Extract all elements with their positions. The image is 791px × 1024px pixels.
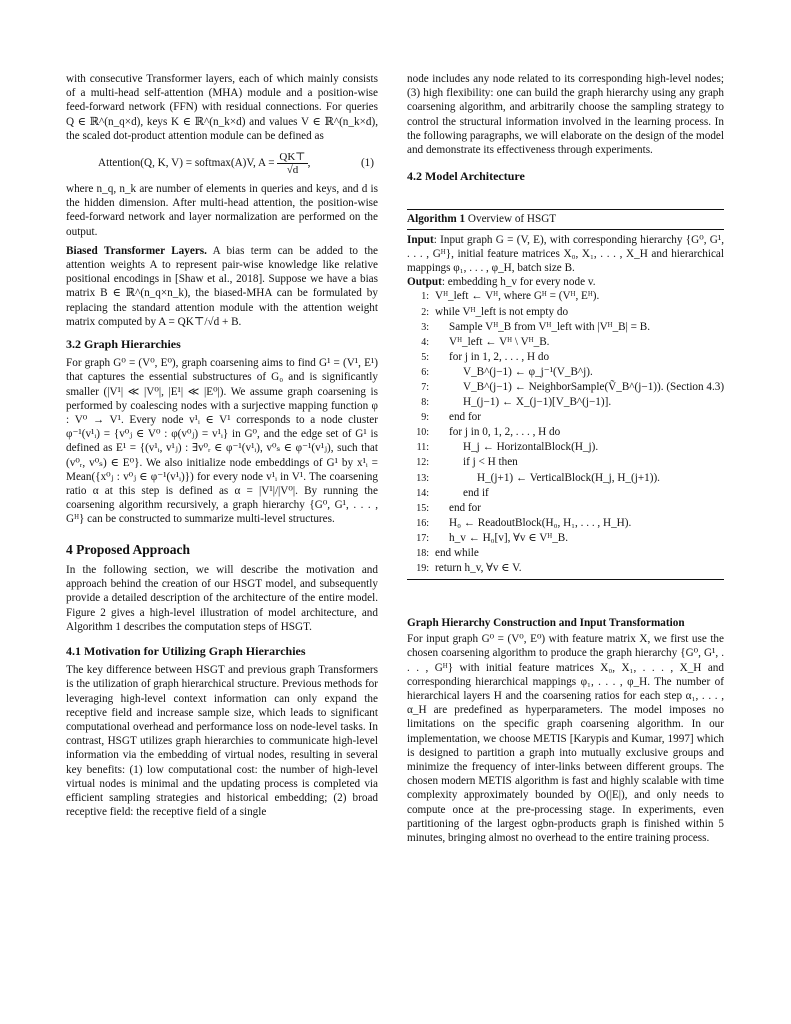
line-text: end if <box>463 486 489 499</box>
algorithm-output <box>407 275 724 289</box>
algorithm-output-text: : embedding h_v for every node v. <box>441 276 596 289</box>
line-number: 8: <box>421 397 429 409</box>
equation-1-denominator: √d <box>286 164 299 177</box>
algorithm-line <box>407 320 724 335</box>
biased-transformer-heading: Biased Transformer Layers. <box>66 244 207 257</box>
algorithm-line <box>407 440 724 455</box>
algorithm-line <box>407 365 724 380</box>
line-number: 11: <box>416 442 429 454</box>
line-number: 7: <box>421 382 429 393</box>
algorithm-input-text: : Input graph G = (V, E), with corresponding hierarchy {G⁰, G¹, . . . , Gᴴ}, initial feature matrices X₀, X₁, . . . , X_H and hierarchical mappings φ₁, . . . , φ_H, batch size B. <box>407 233 724 275</box>
algorithm-line <box>407 561 724 576</box>
line-text: H₀ ← ReadoutBlock(H₀, H₁, . . . , H_H). <box>449 516 632 529</box>
line-text: h_v ← H₀[v], ∀v ∈ Vᴴ_B. <box>449 531 569 544</box>
algorithm-line <box>407 546 724 561</box>
algorithm-line <box>407 335 724 350</box>
algorithm-line <box>407 289 724 304</box>
algorithm-input-label: Input <box>407 233 434 246</box>
line-number: 15: <box>416 502 429 514</box>
algorithm-1-label: Algorithm 1 <box>407 213 466 226</box>
line-number: 13: <box>416 472 429 484</box>
line-text: end for <box>449 501 481 514</box>
line-number: 10: <box>416 427 429 439</box>
line-number: 9: <box>421 412 429 424</box>
algorithm-line <box>407 380 724 395</box>
line-text: end while <box>435 547 479 560</box>
line-text: V_B^(j−1) ← NeighborSample(Ṽ_B^(j−1)). (Section 4.3) <box>463 381 725 393</box>
line-text: H_(j+1) ← VerticalBlock(H_j, H_(j+1)). <box>477 471 660 484</box>
line-text: while Vᴴ_left is not empty do <box>435 305 569 318</box>
line-number: 14: <box>416 487 429 499</box>
algorithm-line <box>407 425 724 440</box>
algorithm-1-title <box>407 210 724 229</box>
algorithm-1-caption: Overview of HSGT <box>467 213 557 226</box>
algorithm-line <box>407 395 724 410</box>
equation-1-number: (1) <box>360 157 374 170</box>
section-4-1-paragraph: The key difference between HSGT and previous graph Transformers is the utilization of graph hierarchical structure. Previous methods for leveraging high-level context information can only expand the receptive field and increase sample size, which leads to significant computational overhead and performance loss on node-level tasks. In contrast, HSGT utilizes graph hierarchies to communicate high-level information via the embedding of virtual nodes, resulting in several key benefits: (1) low computational cost: the number of high-level virtual nodes is minimal and the updating process is completed via efficient sampling strategies and historical embedding; (2) broad receptive field: the receptive field of a single <box>66 664 378 819</box>
equation-1-body: Attention(Q, K, V) = softmax(A)V, A = $\frac{QK⊤}{√d}$ , <box>98 151 311 177</box>
right-column <box>407 72 724 845</box>
equation-1-numerator: QK⊤ <box>279 151 306 164</box>
biased-transformer-paragraph <box>66 244 378 329</box>
line-text: Sample Vᴴ_B from Vᴴ_left with |Vᴴ_B| = B. <box>449 320 651 333</box>
right-top-paragraph: node includes any node related to its corresponding high-level nodes; (3) high flexibility: one can build the graph hierarchy using any graph coarsening algorithm, and arbitrarily choose the sampling strategy to control the structural information involved in the learning process. In the following paragraphs, we will elaborate on the design of the model and demonstrate its effectiveness through experiments. <box>407 73 724 157</box>
algorithm-line <box>407 455 724 470</box>
section-4-1-title: 4.1 Motivation for Utilizing Graph Hierarchies <box>66 643 306 658</box>
line-number: 3: <box>421 321 429 333</box>
line-number: 2: <box>421 306 429 318</box>
spacer <box>407 580 724 616</box>
line-text: for j in 1, 2, . . . , H do <box>449 350 550 363</box>
equation-1-lhs: Attention(Q, K, V) = softmax(A)V, A = <box>98 157 275 170</box>
algorithm-line <box>407 501 724 516</box>
algorithm-line <box>407 410 724 425</box>
after-equation-paragraph: where n_q, n_k are number of elements in queries and keys, and d is the hidden dimension. After multi-head attention, the position-wise feed-forward network and layer normalization are performed on the output. <box>66 183 378 238</box>
left-column <box>66 72 378 819</box>
algorithm-steps <box>407 289 724 576</box>
line-number: 12: <box>416 457 429 469</box>
equation-1-fraction <box>277 151 307 176</box>
section-3-2-paragraph: For graph G⁰ = (V⁰, E⁰), graph coarsening aims to find G¹ = (V¹, E¹) that captures the essential substructures of G₀ and is significantly smaller (|V¹| ≪ |V⁰|, |E¹| ≪ |E⁰|). We assume graph coarsening is performed by coalescing nodes with a surjective mapping function φ : V⁰ → V¹. Every node v¹ᵢ ∈ V¹ corresponds to a node cluster φ⁻¹(v¹ᵢ) = {v⁰ⱼ ∈ V⁰ : φ(v⁰ⱼ) = v¹ᵢ} in G⁰, and the edge set of G¹ is defined as E¹ = {(v¹ᵢ, v¹ⱼ) : ∃v⁰ᵣ ∈ φ⁻¹(v¹ᵢ), v⁰ₛ ∈ φ⁻¹(v¹ⱼ), such that (v⁰ᵣ, v⁰ₛ) ∈ E⁰}. We also initialize node embeddings of G¹ by x¹ᵢ = Mean({x⁰ⱼ : v⁰ⱼ ∈ φ⁻¹(v¹ᵢ)}) for every node v¹ᵢ in V¹. The coarsening ratio α at this step is defined as α = |V¹|/|V⁰|. By running the coarsening algorithm recursively, a graph hierarchy {G⁰, G¹, . . . , Gᴴ} can be constructed to summarize multi-level structures. <box>66 357 378 526</box>
line-text: end for <box>449 411 481 424</box>
algorithm-line <box>407 516 724 531</box>
algorithm-input <box>407 233 724 276</box>
line-number: 1: <box>421 291 429 303</box>
algorithm-line <box>407 486 724 501</box>
algorithm-line <box>407 471 724 486</box>
line-text: Vᴴ_left ← Vᴴ \ Vᴴ_B. <box>449 335 550 348</box>
line-text: if j < H then <box>463 456 518 469</box>
equation-1 <box>66 151 378 176</box>
section-3-2-title: 3.2 Graph Hierarchies <box>66 337 181 352</box>
line-number: 17: <box>416 532 429 544</box>
intro-paragraph: with consecutive Transformer layers, each of which mainly consists of a multi-head self-attention (MHA) module and a position-wise feed-forward network (FFN) with residual connections. For queries Q ∈ ℝ^(n_q×d), keys K ∈ ℝ^(n_k×d) and values V ∈ ℝ^(n_k×d), the scaled dot-product attention module can be defined as <box>66 73 378 142</box>
line-number: 16: <box>416 517 429 529</box>
line-number: 6: <box>421 366 429 378</box>
line-number: 4: <box>421 336 429 348</box>
line-text: H_(j−1) ← X_(j−1)[V_B^(j−1)]. <box>463 396 612 409</box>
section-4-paragraph: In the following section, we will describe the motivation and approach behind the creation of our HSGT model, and subsequently provide a detailed description of the architecture of the entire model. Figure 2 gives a high-level illustration of model architecture, and Algorithm 1 describes the computation steps of HSGT. <box>66 563 378 633</box>
algorithm-line <box>407 350 724 365</box>
algorithm-line <box>407 531 724 546</box>
line-number: 18: <box>416 548 429 560</box>
algorithm-output-label: Output <box>407 276 442 289</box>
subsection-paragraph: For input graph G⁰ = (V⁰, E⁰) with feature matrix X, we first use the chosen coarsening algorithm to produce the graph hierarchy {G⁰, G¹, . . . , Gᴴ} with initial feature matrices X₀, X₁, . . . , X_H and corresponding hierarchical mappings φ₁, . . . , φ_H. The number of hierarchical layers H and the coarsening ratios for each step α₁, . . . , α_H are predefined as hyperparameters. The model imposes no limitations on the specific graph coarsening algorithm. In our implementation, we choose METIS [Karypis and Kumar, 1997] which is designed to partition a graph into mutually exclusive groups and minimize the frequency of inter-links between different groups. The chosen modern METIS algorithm is fast and highly scalable with time complexity approximately bounded by O(|E|), and only needs to compute once at the pre-processing stage. In experiments, even partitioning of the largest ogbn-products graph is finished within 5 minutes, bringing almost no overhead to the entire training process. <box>407 633 724 845</box>
section-4-title: 4 Proposed Approach <box>66 541 191 557</box>
biased-transformer-text: A bias term can be added to the attention weights A to represent pair-wise knowledge like relative positional encodings in [Shaw et al., 2018]. Suppose we have a bias matrix B ∈ ℝ^(n_q×n_k), the biased-MHA can be formulated by replacing the standard attention module with the attention weight matrix computed by A = QK⊤/√d + B. <box>66 244 378 328</box>
subsection-title: Graph Hierarchy Construction and Input Transformation <box>407 617 685 630</box>
line-number: 19: <box>416 563 429 575</box>
line-text: for j in 0, 1, 2, . . . , H do <box>449 426 561 439</box>
line-number: 5: <box>421 351 429 363</box>
line-text: return h_v, ∀v ∈ V. <box>435 562 522 575</box>
line-text: Vᴴ_left ← Vᴴ, where Gᴴ = (Vᴴ, Eᴴ). <box>435 290 600 303</box>
algorithm-line <box>407 305 724 320</box>
line-text: H_j ← HorizontalBlock(H_j). <box>463 441 599 454</box>
algorithm-1-box <box>407 209 724 580</box>
line-text: V_B^(j−1) ← φ_j⁻¹(V_B^j). <box>463 365 593 378</box>
section-4-2-title: 4.2 Model Architecture <box>407 169 525 184</box>
